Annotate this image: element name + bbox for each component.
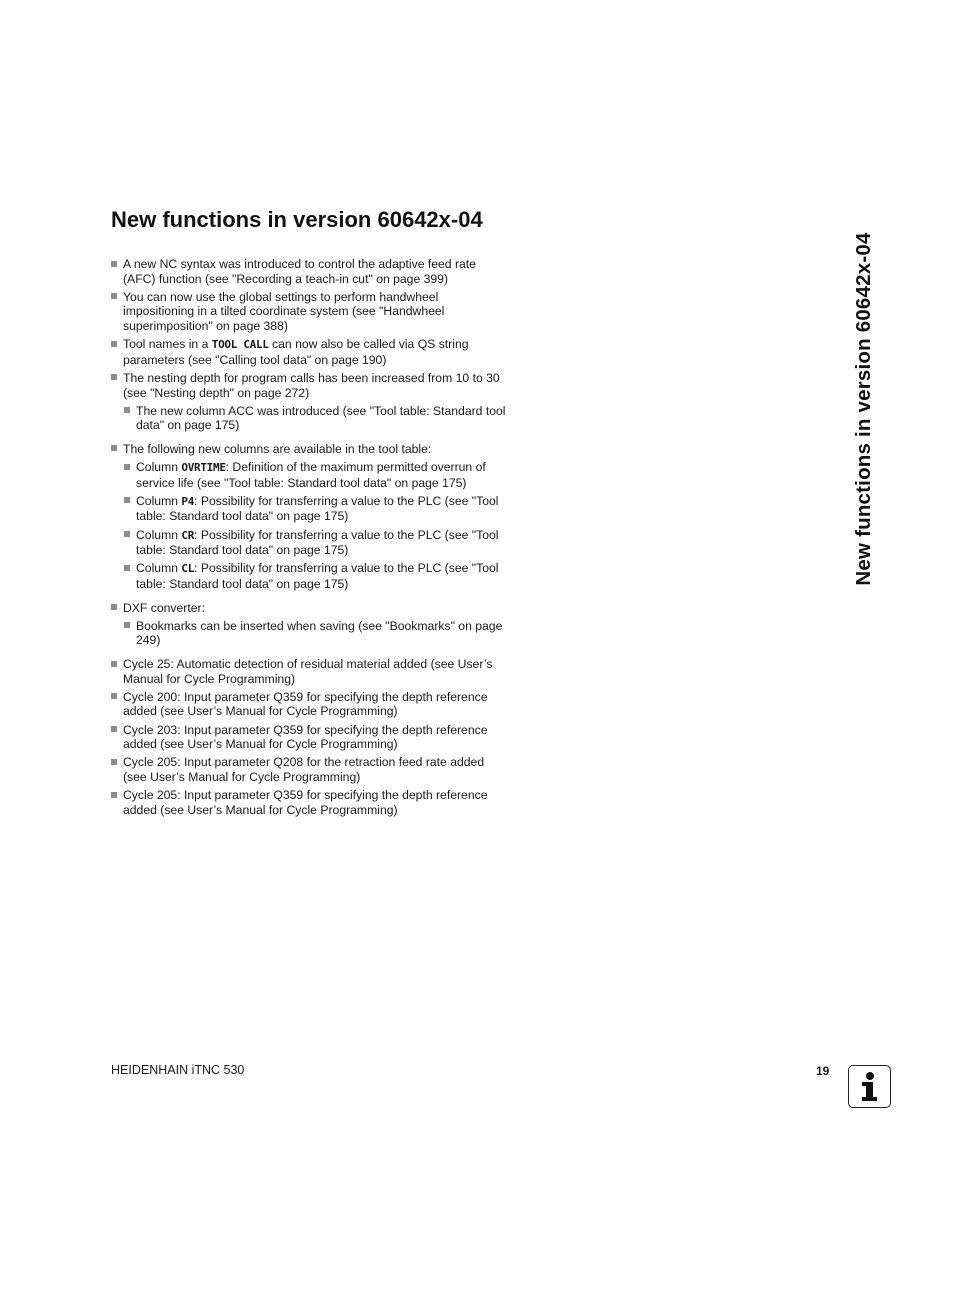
bullet-square-icon: [111, 693, 117, 699]
info-i-glyph: [849, 1066, 889, 1106]
bullet-square-icon: [111, 661, 117, 667]
list-item: [111, 257, 511, 286]
code-keyword: P4: [181, 494, 195, 508]
bullet-square-icon: [124, 531, 130, 537]
list-item-text-prefix: Column: [136, 527, 182, 542]
list-item: [111, 657, 511, 686]
feature-list: [111, 257, 511, 821]
list-item: [111, 690, 511, 719]
list-item-text: Cycle 25: Automatic detection of residual material added (see User’s Manual for Cycle Programming): [123, 657, 493, 686]
list-item: [111, 290, 511, 334]
sub-list-item: [124, 561, 511, 591]
bullet-square-icon: [111, 445, 117, 451]
list-item-text: DXF converter:: [123, 600, 205, 615]
code-keyword: CL: [181, 562, 195, 576]
code-keyword: OVRTIME: [181, 461, 226, 475]
list-item: [111, 601, 511, 616]
sub-list-item: [124, 494, 511, 524]
code-keyword: CR: [181, 528, 195, 542]
list-item-text-suffix: : Possibility for transferring a value to the PLC (see "Tool table: Standard tool data" on page 175): [136, 527, 499, 558]
sub-list-item: [124, 528, 511, 558]
code-keyword: TOOL CALL: [211, 338, 269, 352]
list-item-text-suffix: : Definition of the maximum permitted overrun of service life (see "Tool table: Standard tool data" on page 175): [136, 460, 486, 490]
list-item-text: The nesting depth for program calls has been increased from 10 to 30 (see "Nesting depth" on page 272): [123, 370, 500, 400]
bullet-square-icon: [111, 792, 117, 798]
list-item-text: A new NC syntax was introduced to control the adaptive feed rate (AFC) function (see "Recording a teach-in cut" on page 399): [123, 257, 476, 286]
list-item-text: You can now use the global settings to perform handwheel impositioning in a tilted coordinate system (see "Handwheel superimposition" on page 388): [123, 289, 445, 333]
list-item-text-prefix: Column: [136, 561, 182, 576]
list-item: [111, 337, 511, 367]
list-item: [111, 788, 511, 817]
bullet-square-icon: [124, 407, 130, 413]
list-item-text: Cycle 200: Input parameter Q359 for specifying the depth reference added (see User’s Manual for Cycle Programming): [123, 689, 488, 719]
list-item-text: Cycle 205: Input parameter Q208 for the retraction feed rate added (see User’s Manual for Cycle Programming): [123, 755, 485, 784]
list-item-text-suffix: : Possibility for transferring a value to the PLC (see "Tool table: Standard tool data" on page 175): [136, 561, 499, 592]
sub-list-item: [124, 619, 511, 648]
bullet-square-icon: [124, 497, 130, 503]
side-tab-title: New functions in version 60642x-04: [852, 232, 875, 586]
sub-list-item: [124, 404, 511, 433]
list-item-text: Bookmarks can be inserted when saving (see "Bookmarks" on page 249): [136, 618, 503, 648]
list-item-text: Cycle 203: Input parameter Q359 for specifying the depth reference added (see User’s Manual for Cycle Programming): [123, 722, 488, 752]
list-item-text-prefix: Column: [136, 493, 182, 508]
sub-list-item: [124, 460, 511, 490]
bullet-square-icon: [111, 759, 117, 765]
list-item-text: The new column ACC was introduced (see "Tool table: Standard tool data" on page 175): [136, 403, 506, 433]
list-item-text-prefix: Tool names in a: [123, 337, 212, 352]
footer-product-name: HEIDENHAIN iTNC 530: [111, 1063, 245, 1077]
bullet-square-icon: [111, 726, 117, 732]
list-item: [111, 723, 511, 752]
bullet-square-icon: [124, 622, 130, 628]
bullet-square-icon: [111, 374, 117, 380]
bullet-square-icon: [124, 464, 130, 470]
info-icon: [848, 1065, 891, 1108]
list-item-text-prefix: Column: [136, 460, 182, 475]
bullet-square-icon: [111, 604, 117, 610]
list-item-text-suffix: : Possibility for transferring a value to the PLC (see "Tool table: Standard tool data" on page 175): [136, 493, 499, 524]
bullet-square-icon: [111, 341, 117, 347]
page-number: 19: [816, 1064, 830, 1078]
list-item: [111, 755, 511, 784]
bullet-square-icon: [111, 261, 117, 267]
bullet-square-icon: [124, 565, 130, 571]
list-item: [111, 371, 511, 400]
list-item-text: Cycle 205: Input parameter Q359 for specifying the depth reference added (see User’s Manual for Cycle Programming): [123, 788, 488, 817]
list-item-text: The following new columns are available in the tool table:: [123, 441, 432, 456]
bullet-square-icon: [111, 293, 117, 299]
list-item-text-suffix: can now also be called via QS string parameters (see "Calling tool data" on page 190): [123, 337, 469, 367]
list-item: [111, 442, 511, 457]
page-title: New functions in version 60642x-04: [111, 207, 483, 232]
